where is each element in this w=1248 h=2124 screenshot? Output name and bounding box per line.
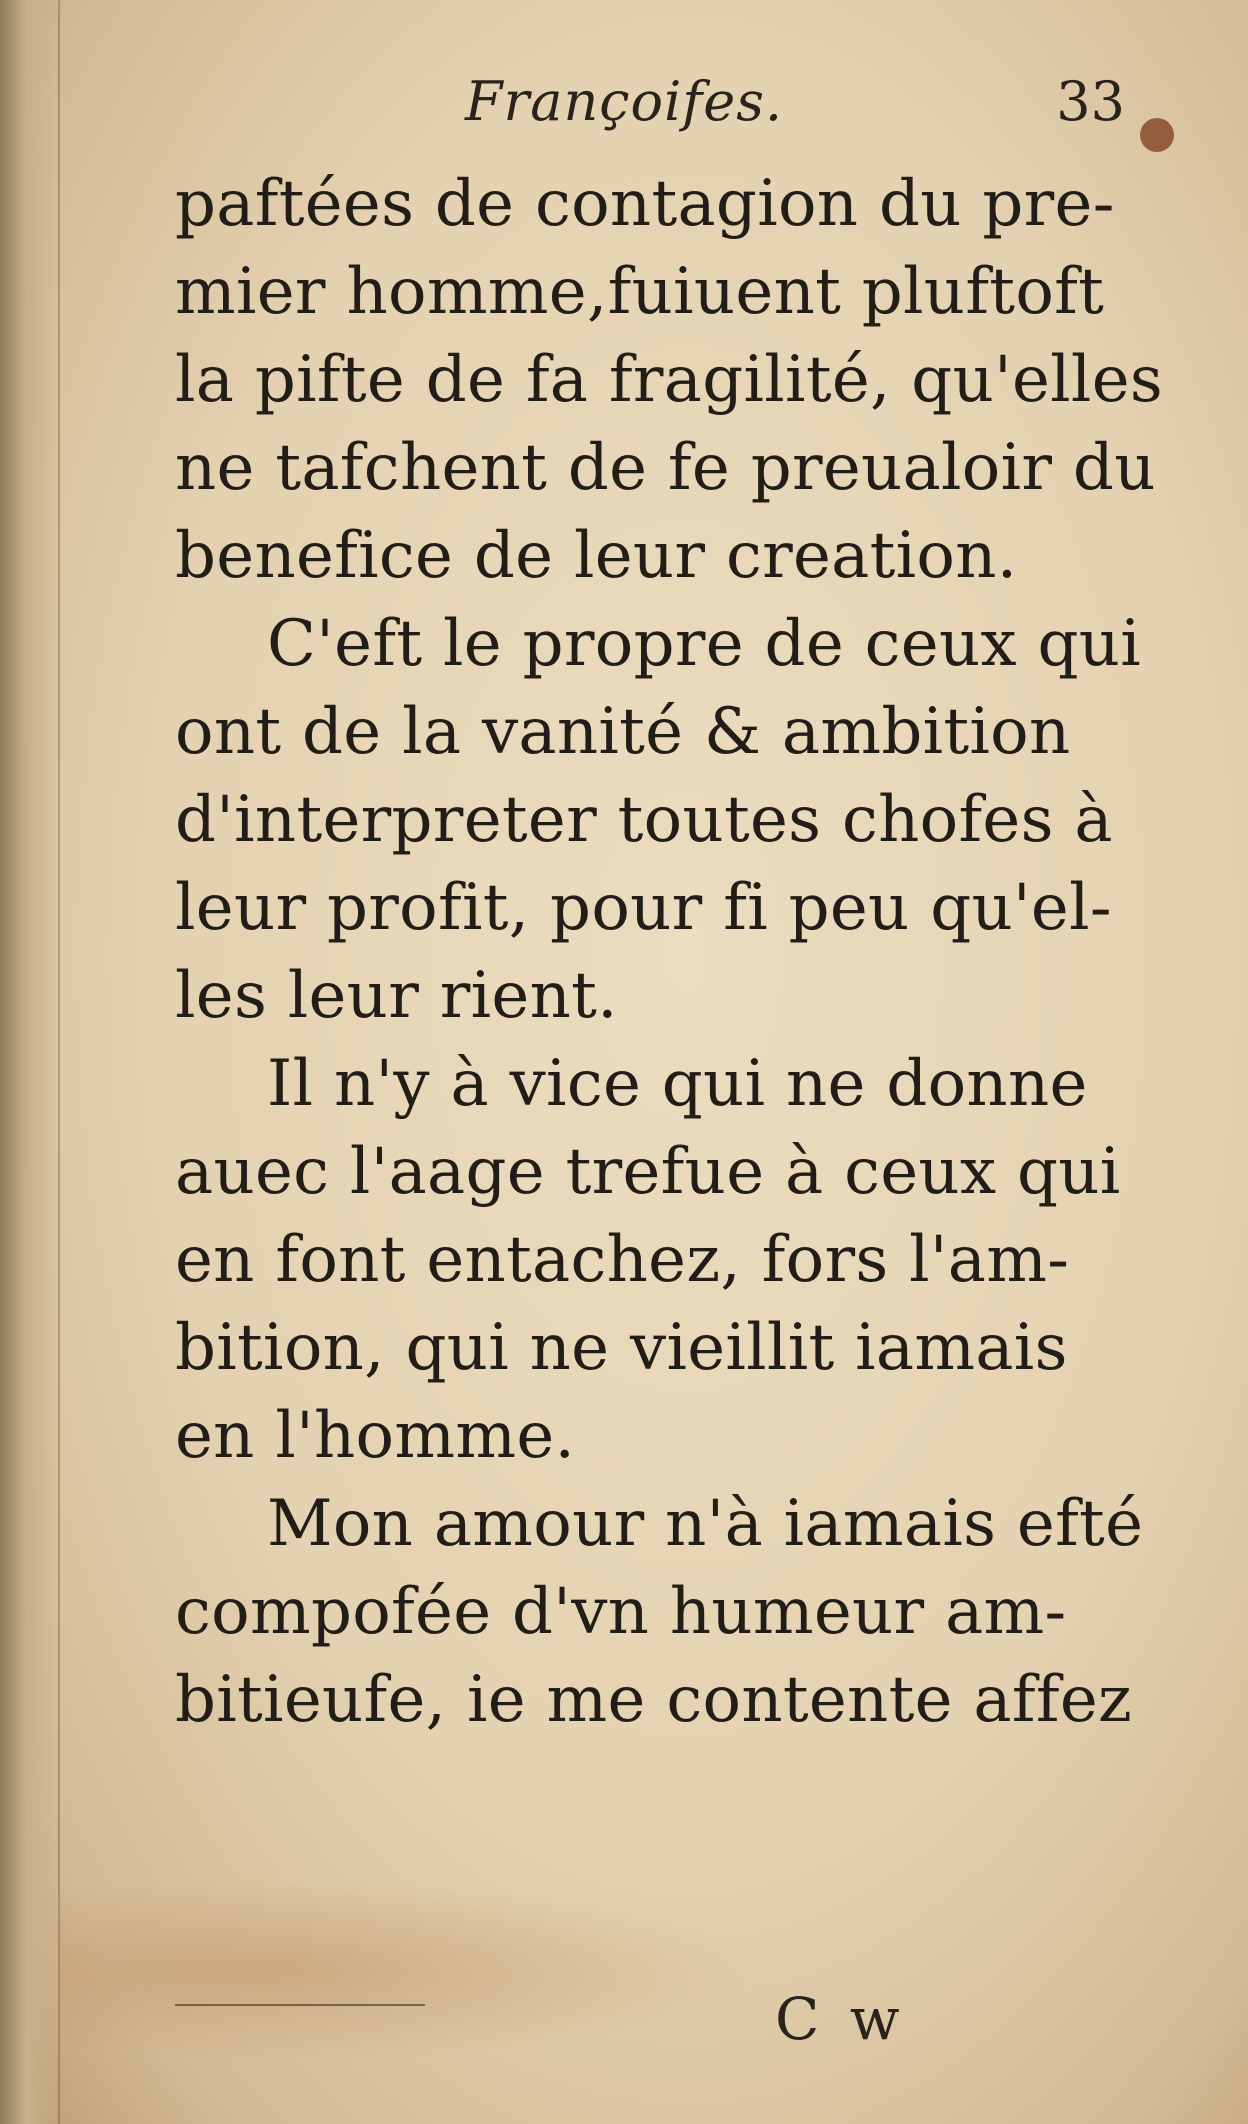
text-body: [175, 160, 1164, 1744]
page-edge: [58, 0, 60, 2124]
footer-rule: [175, 2004, 425, 2006]
ink-spot: [1140, 118, 1174, 152]
text-line: en l'homme.: [175, 1399, 576, 1473]
paragraph-start-line: Il n'y à vice qui ne donne: [267, 1047, 1088, 1121]
text-line: les leur rient.: [175, 959, 618, 1033]
text-line: bition, qui ne vieillit iamais: [175, 1311, 1068, 1385]
text-line: ont de la vanité & ambition: [175, 695, 1071, 769]
paper-stain: [60, 1880, 760, 2060]
text-line: en font entachez, fors l'am-: [175, 1223, 1070, 1297]
text-line: auec l'aage trefue à ceux qui: [175, 1135, 1121, 1209]
text-line: d'interpreter toutes chofes à: [175, 783, 1113, 857]
text-line: compofée d'vn humeur am-: [175, 1575, 1067, 1649]
page-number: 33: [1056, 70, 1125, 133]
paragraph-start-line: C'eft le propre de ceux qui: [267, 607, 1142, 681]
running-title: Françoifes.: [465, 70, 784, 133]
text-line: la pifte de fa fragilité, qu'elles: [175, 343, 1164, 417]
text-line: bitieufe, ie me contente affez: [175, 1663, 1133, 1737]
text-line: paftées de contagion du pre-: [175, 167, 1115, 241]
text-line: mier homme,fuiuent pluftoft: [175, 255, 1105, 329]
text-line: leur profit, pour fi peu qu'el-: [175, 871, 1112, 945]
text-line: ne tafchent de fe preualoir du: [175, 431, 1156, 505]
page-header: [175, 70, 1125, 150]
gutter-shadow: [0, 0, 60, 2124]
paragraph-start-line: Mon amour n'à iamais efté: [267, 1487, 1144, 1561]
catchword: C w: [775, 1985, 906, 2053]
text-line: benefice de leur creation.: [175, 519, 1018, 593]
